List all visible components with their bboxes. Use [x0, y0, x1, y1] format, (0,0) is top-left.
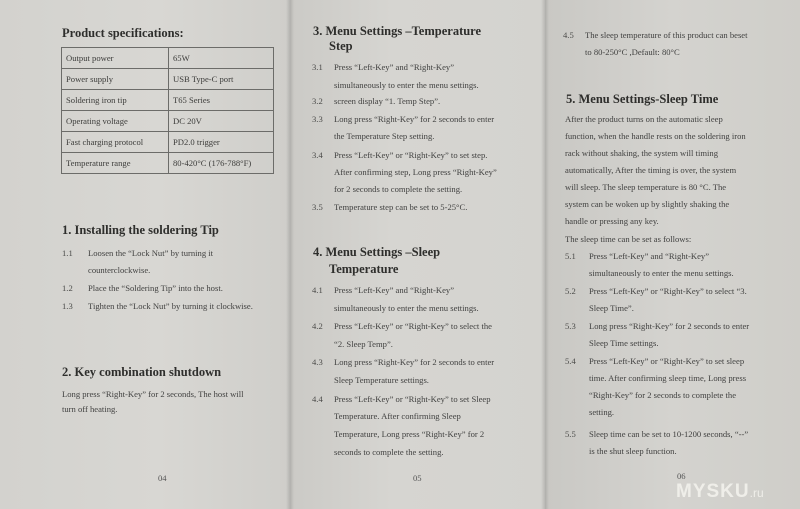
- page-fold: [286, 0, 294, 509]
- step-text: the Temperature Step setting.: [334, 131, 435, 141]
- watermark-brand: MYSKU: [676, 481, 750, 502]
- step-text: Long press “Right-Key” for 2 seconds to enter: [589, 321, 750, 331]
- step-text: Press “Left-Key” and “Right-Key”: [334, 285, 455, 295]
- paragraph-line: rack without shaking, the system will timing: [565, 148, 719, 158]
- step-number: 3.5: [312, 202, 323, 212]
- step-number: 5.3: [565, 321, 576, 331]
- table-row: [62, 111, 274, 132]
- step-text: Press “Left-Key” or “Right-Key” to select the: [334, 321, 492, 331]
- page-number: 05: [413, 473, 422, 483]
- step-text: screen display “1. Temp Step”.: [334, 96, 441, 106]
- step-number: 3.2: [312, 96, 323, 106]
- step-text: Temperature. After confirming Sleep: [334, 411, 461, 421]
- step-text: Press “Left-Key” or “Right-Key” to set Sleep: [334, 394, 491, 404]
- step-text: Tighten the “Lock Nut” by turning it clockwise.: [88, 301, 253, 311]
- step-number: 4.5: [563, 30, 574, 40]
- section-5-title: 5. Menu Settings-Sleep Time: [566, 92, 719, 106]
- step-text: Loosen the “Lock Nut” by turning it: [88, 248, 214, 258]
- step-text: is the shut sleep function.: [589, 446, 677, 456]
- paragraph-line: system can be woken up by slightly shaking the: [565, 199, 730, 209]
- table-row: [62, 132, 274, 153]
- step-text: Long press “Right-Key” for 2 seconds to enter: [334, 114, 495, 124]
- step-text: Sleep Time settings.: [589, 338, 659, 348]
- watermark: [676, 481, 764, 503]
- step-text: Place the “Soldering Tip” into the host.: [88, 283, 223, 293]
- step-number: 4.1: [312, 285, 323, 295]
- spec-value: PD2.0 trigger: [169, 132, 274, 153]
- spec-value: USB Type-C port: [169, 69, 274, 90]
- section-4-title: Temperature: [329, 262, 399, 276]
- step-number: 5.5: [565, 429, 576, 439]
- paragraph-line: Long press “Right-Key” for 2 seconds, The host will: [62, 389, 244, 399]
- table-row: [62, 90, 274, 111]
- step-number: 5.1: [565, 251, 576, 261]
- step-text: for 2 seconds to complete the setting.: [334, 184, 463, 194]
- step-text: simultaneously to enter the menu settings.: [334, 80, 479, 90]
- spec-table: [61, 47, 274, 174]
- spec-value: 80-420°C (176-788°F): [169, 153, 274, 174]
- step-text: Press “Left-Key” and “Right-Key”: [334, 62, 455, 72]
- step-number: 1.2: [62, 283, 73, 293]
- step-text: seconds to complete the setting.: [334, 447, 444, 457]
- table-row: [62, 153, 274, 174]
- step-text: Temperature, Long press “Right-Key” for 2: [334, 429, 485, 439]
- step-text: Press “Left-Key” and “Right-Key”: [589, 251, 710, 261]
- paragraph-line: will sleep. The sleep temperature is 80 °C. The: [565, 182, 727, 192]
- paragraph-line: function, when the handle rests on the soldering iron: [565, 131, 746, 141]
- spec-key: Temperature range: [62, 153, 169, 174]
- paragraph-line: turn off heating.: [62, 404, 118, 414]
- paragraph-line: After the product turns on the automatic sleep: [565, 114, 723, 124]
- spec-value: 65W: [169, 48, 274, 69]
- spec-value: DC 20V: [169, 111, 274, 132]
- paragraph-line: automatically, After the timing is over, the system: [565, 165, 737, 175]
- step-number: 4.3: [312, 357, 323, 367]
- step-number: 3.4: [312, 150, 323, 160]
- step-text: Long press “Right-Key” for 2 seconds to enter: [334, 357, 495, 367]
- step-text: to 80-250°C ,Default: 80°C: [585, 47, 680, 57]
- step-number: 5.2: [565, 286, 576, 296]
- paragraph-line: handle or pressing any key.: [565, 216, 659, 226]
- step-number: 3.3: [312, 114, 323, 124]
- step-number: 1.1: [62, 248, 73, 258]
- step-number: 4.4: [312, 394, 323, 404]
- step-text: “2. Sleep Temp”.: [334, 339, 393, 349]
- step-text: Sleep Temperature settings.: [334, 375, 429, 385]
- spec-key: Soldering iron tip: [62, 90, 169, 111]
- step-text: counterclockwise.: [88, 265, 151, 275]
- step-text: Press “Left-Key” or “Right-Key” to set step.: [334, 150, 488, 160]
- spec-key: Power supply: [62, 69, 169, 90]
- table-row: [62, 69, 274, 90]
- step-text: simultaneously to enter the menu settings.: [589, 268, 734, 278]
- page-fold: [541, 0, 549, 509]
- page-number: 04: [158, 473, 167, 483]
- section-4-title: 4. Menu Settings –Sleep: [313, 245, 441, 259]
- step-number: 4.2: [312, 321, 323, 331]
- step-text: “Right-Key” for 2 seconds to complete the: [589, 390, 737, 400]
- spec-key: Operating voltage: [62, 111, 169, 132]
- spec-key: Output power: [62, 48, 169, 69]
- table-row: [62, 48, 274, 69]
- paragraph-line: The sleep time can be set as follows:: [565, 234, 692, 244]
- step-text: time. After confirming sleep time, Long press: [589, 373, 747, 383]
- step-text: Press “Left-Key” or “Right-Key” to set sleep: [589, 356, 745, 366]
- specs-title: Product specifications:: [62, 26, 184, 40]
- step-number: 3.1: [312, 62, 323, 72]
- step-text: The sleep temperature of this product can beset: [585, 30, 748, 40]
- step-text: Press “Left-Key” or “Right-Key” to select “3.: [589, 286, 747, 296]
- step-text: After confirming step, Long press “Right-Key”: [334, 167, 497, 177]
- section-1-title: 1. Installing the soldering Tip: [62, 223, 219, 237]
- step-text: Temperature step can be set to 5-25°C.: [334, 202, 468, 212]
- section-3-title: Step: [329, 39, 353, 53]
- spec-value: T65 Series: [169, 90, 274, 111]
- watermark-suffix: .ru: [749, 486, 764, 500]
- page-number: 06: [677, 471, 686, 481]
- spec-key: Fast charging protocol: [62, 132, 169, 153]
- step-text: Sleep Time”.: [589, 303, 634, 313]
- section-2-title: 2. Key combination shutdown: [62, 365, 222, 379]
- section-3-title: 3. Menu Settings –Temperature: [313, 24, 482, 38]
- step-text: simultaneously to enter the menu settings.: [334, 303, 479, 313]
- step-text: Sleep time can be set to 10-1200 seconds, “--”: [589, 429, 749, 439]
- step-text: setting.: [589, 407, 615, 417]
- step-number: 5.4: [565, 356, 576, 366]
- step-number: 1.3: [62, 301, 73, 311]
